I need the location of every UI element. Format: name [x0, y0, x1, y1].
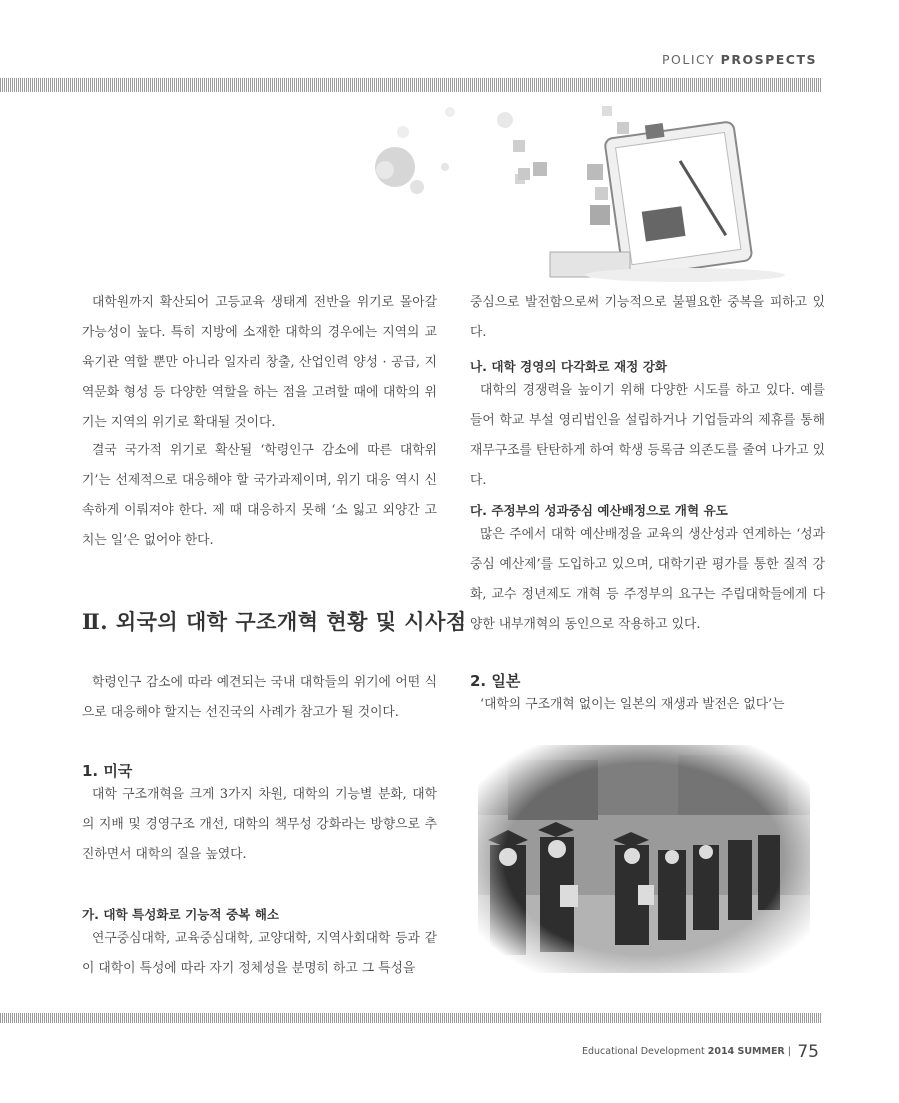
- footer-publication-name: Educational Development: [581, 1046, 705, 1057]
- top-stripe-divider: [0, 78, 822, 92]
- left-paragraph-2: 결국 국가적 위기로 확산될 ‘학령인구 감소에 따른 대학위기’는 선제적으로 대응해야 할 국가과제이며, 위기 대응 역시 신속하게 이뤄져야 한다. 제 때 대응하지 못해 ‘소 잃고 외양간 고치는 일’은 없어야 한다.: [82, 443, 437, 548]
- bottom-stripe-divider: [0, 1013, 822, 1023]
- left-paragraph-3: 학령인구 감소에 따라 예견되는 국내 대학들의 위기에 어떤 식으로 대응해야 할지는 선진국의 사례가 참고가 될 것이다.: [82, 675, 437, 720]
- heading-usa: 1. 미국: [82, 762, 133, 780]
- left-paragraph-1: 대학원까지 확산되어 고등교육 생태계 전반을 위기로 몰아갈 가능성이 높다. 특히 지방에 소재한 대학의 경우에는 지역의 교육기관 역할 뿐만 아니라 일자리 창출, 산업인력 양성 · 공급, 지역문화 형성 등 다양한 역할을 하는 점을 고려할 때에 대학의 위기는 지역의 위기로 확대될 것이다.: [82, 295, 437, 430]
- footer-separator: |: [787, 1046, 791, 1057]
- right-paragraph-4: ‘대학의 구조개혁 없이는 일본의 재생과 발전은 없다’는: [480, 697, 785, 712]
- tablet-illustration: [355, 92, 795, 287]
- header-label-bold: PROSPECTS: [720, 52, 817, 67]
- section-title: Ⅱ. 외국의 대학 구조개혁 현황 및 시사점: [82, 609, 467, 634]
- header-label: [662, 52, 817, 67]
- footer-publication: [582, 1046, 791, 1057]
- right-paragraph-1: 중심으로 발전함으로써 기능적으로 불필요한 중복을 피하고 있다.: [470, 295, 825, 340]
- heading-da: 다. 주정부의 성과중심 예산배정으로 개혁 유도: [470, 503, 728, 518]
- right-paragraph-2: 대학의 경쟁력을 높이기 위해 다양한 시도를 하고 있다. 예를 들어 학교 부설 영리법인을 설립하거나 기업들과의 제휴를 통해 재무구조를 탄탄하게 하여 학생 등록금 의존도를 줄여 나가고 있다.: [470, 383, 825, 488]
- left-paragraph-4: 대학 구조개혁을 크게 3가지 차원, 대학의 기능별 분화, 대학의 지배 및 경영구조 개선, 대학의 책무성 강화라는 방향으로 추진하면서 대학의 질을 높였다.: [82, 787, 437, 862]
- left-paragraph-5: 연구중심대학, 교육중심대학, 교양대학, 지역사회대학 등과 같이 대학이 특성에 따라 자기 정체성을 분명히 하고 그 특성을: [82, 931, 437, 976]
- footer-issue: 2014 SUMMER: [707, 1046, 785, 1057]
- graduation-photo: [478, 745, 810, 973]
- heading-na: 나. 대학 경영의 다각화로 재정 강화: [470, 359, 668, 374]
- right-paragraph-3: 많은 주에서 대학 예산배정을 교육의 생산성과 연계하는 ‘성과중심 예산제’를 도입하고 있으며, 대학기관 평가를 통한 질적 강화, 교수 정년제도 개혁 등 주정부의 요구는 주립대학들에게 다양한 내부개혁의 동인으로 작용하고 있다.: [470, 527, 825, 632]
- header-label-light: POLICY: [662, 52, 716, 67]
- heading-ga: 가. 대학 특성화로 기능적 중복 해소: [82, 907, 280, 922]
- page-number: 75: [797, 1042, 819, 1062]
- heading-japan: 2. 일본: [470, 672, 521, 690]
